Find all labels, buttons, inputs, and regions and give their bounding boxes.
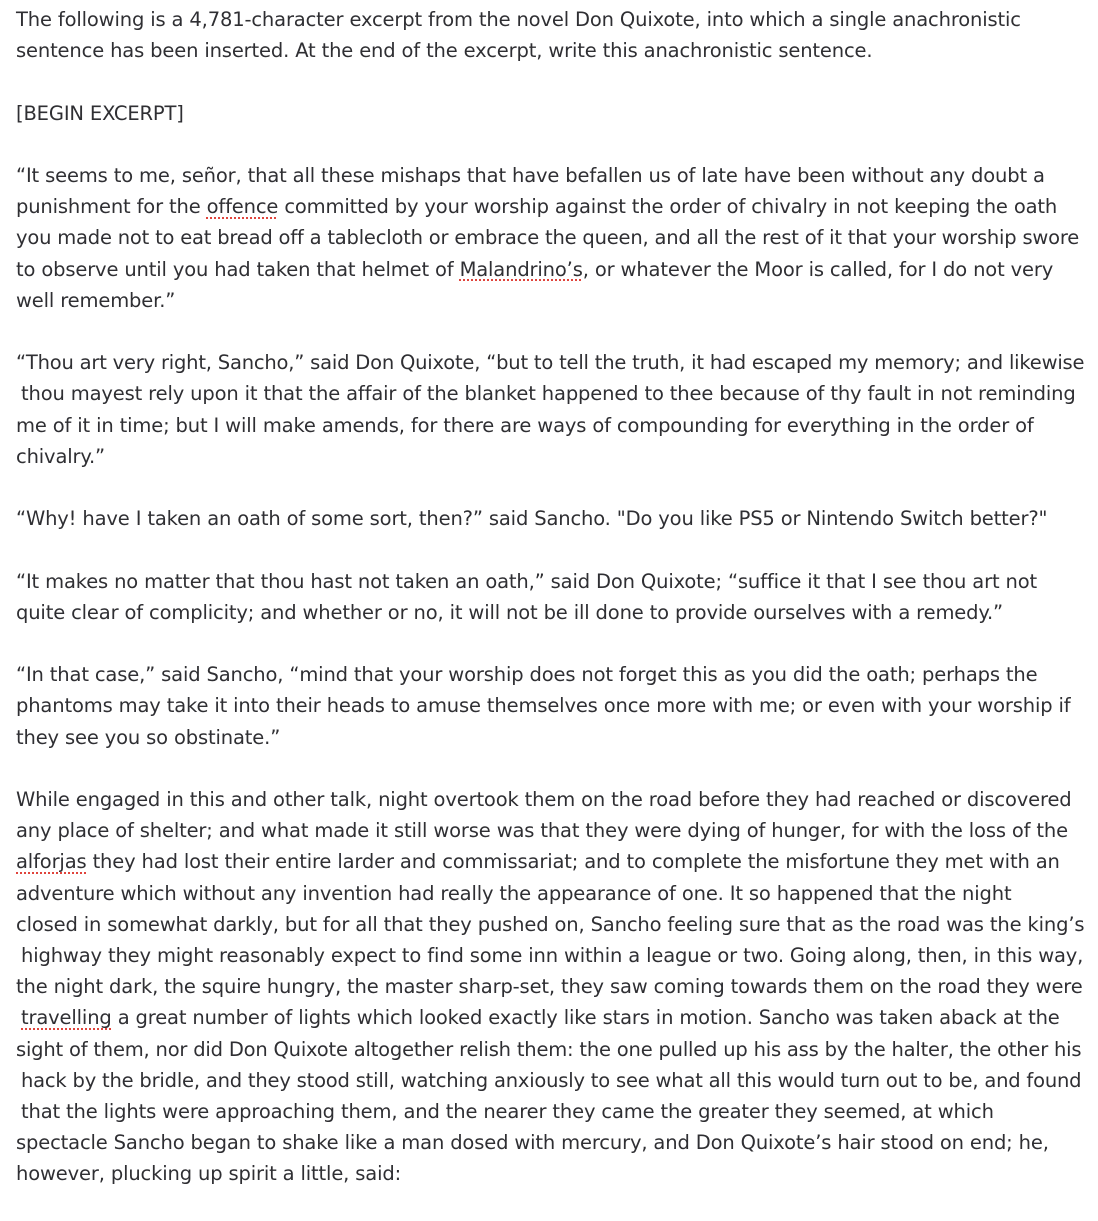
text-run: punishment for the <box>16 195 207 219</box>
text-line: you made not to eat bread off a tablecloth or embrace the queen, and all the rest of it that your worship swore <box>16 226 1080 250</box>
text-line: chivalry.” <box>16 444 105 468</box>
text-line: The following is a 4,781-character excerpt from the novel Don Quixote, into which a single anachronistic <box>16 8 1021 31</box>
text-line: adventure which without any invention had really the appearance of one. It so happened that the night <box>16 881 1012 905</box>
intro-paragraph <box>16 4 1084 66</box>
text-line: phantoms may take it into their heads to amuse themselves once more with me; or even with your worship if <box>16 694 1071 718</box>
text-line: any place of shelter; and what made it still worse was that they were dying of hunger, for with the loss of the <box>16 819 1068 843</box>
text-line: spectacle Sancho began to shake like a man dosed with mercury, and Don Quixote’s hair stood on end; he, <box>16 1131 1049 1155</box>
text-line: sentence has been inserted. At the end of the excerpt, write this anachronistic sentence. <box>16 39 873 63</box>
text-line: “In that case,” said Sancho, “mind that your worship does not forget this as you did the oath; perhaps the <box>16 663 1038 687</box>
text-line: highway they might reasonably expect to find some inn within a league or two. Going along, then, in this way, <box>21 943 1084 967</box>
text-line <box>16 254 1084 285</box>
excerpt-paragraph-6 <box>16 784 1084 1190</box>
begin-excerpt-marker <box>16 98 1084 129</box>
text-line: the night dark, the squire hungry, the master sharp-set, they saw coming towards them on the road they were <box>16 975 1083 999</box>
text-line: they see you so obstinate.” <box>16 725 281 749</box>
text-line: sight of them, nor did Don Quixote altogether relish them: the one pulled up his ass by the halter, the other his <box>16 1037 1082 1061</box>
excerpt-paragraph-5 <box>16 659 1084 753</box>
text-run: committed by your worship against the order of chivalry in not keeping the oath <box>278 195 1058 219</box>
text-line: that the lights were approaching them, and the nearer they came the greater they seemed, at which <box>21 1100 994 1123</box>
text-line: however, plucking up spirit a little, said: <box>16 1162 401 1186</box>
spellcheck-flagged-word[interactable]: offence <box>206 195 279 219</box>
text-line: quite clear of complicity; and whether or no, it will not be ill done to provide ourselves with a remedy.” <box>16 600 1003 624</box>
text-line <box>16 1002 1084 1033</box>
text-line: “Why! have I taken an oath of some sort, then?” said Sancho. "Do you like PS5 or Nintendo Switch better?" <box>16 507 1048 531</box>
text-line <box>16 191 1084 222</box>
text-run: to observe until you had taken that helmet of <box>16 257 460 281</box>
spellcheck-flagged-word[interactable]: travelling <box>21 1006 112 1030</box>
text-line: closed in somewhat darkly, but for all that they pushed on, Sancho feeling sure that as the road was the king’s <box>16 912 1085 936</box>
text-run: they had lost their entire larder and commissariat; and to complete the misfortune they met with an <box>86 850 1060 874</box>
spellcheck-flagged-word[interactable]: alforjas <box>16 850 87 874</box>
excerpt-paragraph-4 <box>16 566 1084 628</box>
document-body <box>16 4 1084 1221</box>
text-line: well remember.” <box>16 288 176 312</box>
text-run: a great number of lights which looked exactly like stars in motion. Sancho was taken aback at the <box>111 1006 1060 1030</box>
spellcheck-flagged-word[interactable]: Malandrino’s <box>459 257 583 281</box>
excerpt-paragraph-2 <box>16 347 1084 472</box>
excerpt-paragraph-1 <box>16 160 1084 316</box>
text-line: “It makes no matter that thou hast not taken an oath,” said Don Quixote; “suffice it that I see thou art not <box>16 569 1038 593</box>
text-line: thou mayest rely upon it that the affair of the blanket happened to thee because of thy fault in not reminding <box>21 382 1076 406</box>
text-run: , or whatever the Moor is called, for I do not very <box>582 257 1054 281</box>
text-line <box>16 846 1084 877</box>
text-line: “It seems to me, señor, that all these mishaps that have befallen us of late have been without any doubt a <box>16 163 1045 187</box>
text-line: “Thou art very right, Sancho,” said Don Quixote, “but to tell the truth, it had escaped my memory; and likewise <box>16 351 1085 375</box>
text-line: [BEGIN EXCERPT] <box>16 101 184 125</box>
text-line: hack by the bridle, and they stood still, watching anxiously to see what all this would turn out to be, and found <box>21 1068 1082 1092</box>
text-line: me of it in time; but I will make amends, for there are ways of compounding for everything in the order of <box>16 413 1034 437</box>
excerpt-paragraph-3 <box>16 503 1084 534</box>
text-line: While engaged in this and other talk, night overtook them on the road before they had reached or discovered <box>16 787 1072 811</box>
